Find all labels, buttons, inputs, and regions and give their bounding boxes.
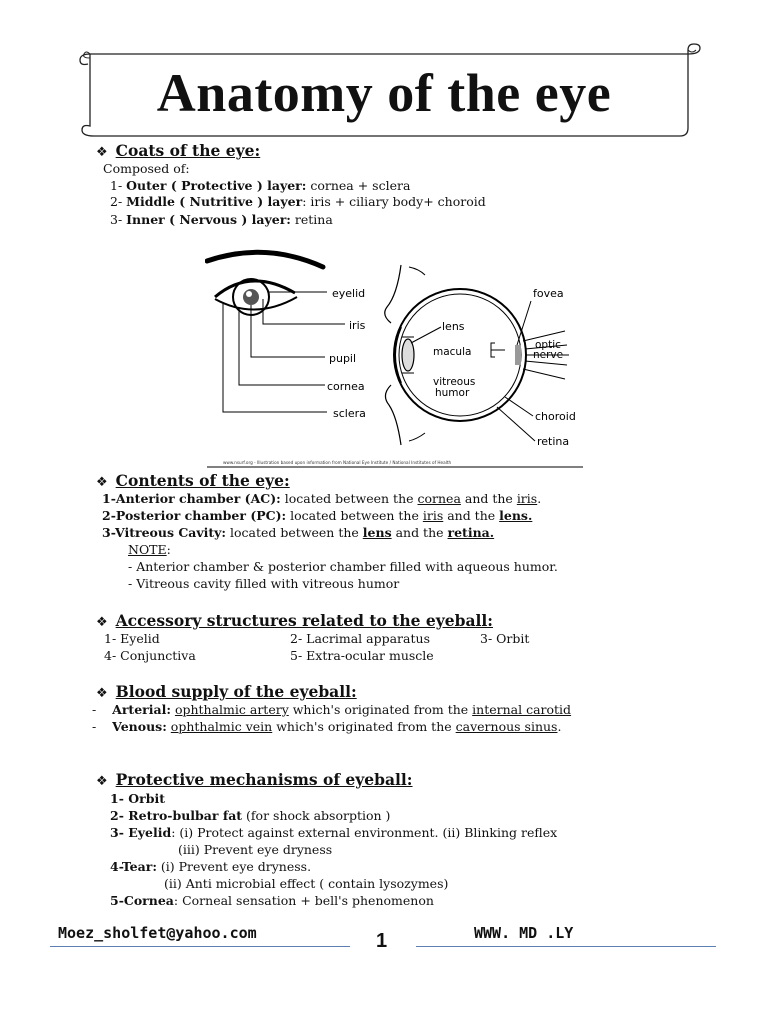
diamond-bullet-icon: ❖ (96, 475, 108, 490)
section-heading-accessory: ❖ Accessory structures related to the eyeball: (96, 611, 494, 630)
protective-tear: 4-Tear: (i) Prevent eye dryness. (110, 859, 312, 874)
note-line-1: - Anterior chamber & posterior chamber filled with aqueous humor. (128, 559, 558, 574)
label-choroid: choroid (535, 410, 576, 423)
cornea-bulge (395, 327, 401, 383)
figure-credit: www.nsurf.org - Illustration based upon information from National Eye Institute / National Institutes of Health (223, 460, 452, 465)
coat-item-outer: 1- Outer ( Protective ) layer: cornea + sclera (110, 178, 411, 193)
protective-retrobulbar-fat: 2- Retro-bulbar fat (for shock absorption ) (110, 808, 391, 823)
protective-eyelid: 3- Eyelid: (i) Protect against external environment. (ii) Blinking reflex (110, 825, 558, 840)
label-sclera: sclera (333, 407, 366, 420)
section-heading-contents: ❖ Contents of the eye: (96, 471, 290, 490)
label-cornea: cornea (327, 380, 365, 393)
label-retina: retina (537, 435, 570, 448)
label-humor: humor (435, 387, 470, 399)
contents-anterior-chamber: 1-Anterior chamber (AC): located between the cornea and the iris. (102, 491, 542, 506)
footer-rule-right (416, 946, 716, 947)
page-number: 1 (376, 930, 388, 952)
contents-vitreous-cavity: 3-Vitreous Cavity: located between the lens and the retina. (102, 525, 495, 540)
accessory-item-eyelid: 1- Eyelid (104, 631, 160, 646)
eyebrow (207, 252, 323, 267)
note-line-2: - Vitreous cavity filled with vitreous humor (128, 576, 400, 591)
protective-cornea: 5-Cornea: Corneal sensation + bell's phenomenon (110, 893, 434, 908)
label-optic: optic (535, 339, 561, 351)
lens (402, 339, 414, 371)
diamond-bullet-icon: ❖ (96, 774, 108, 789)
label-pupil: pupil (329, 352, 357, 365)
coat-item-inner: 3- Inner ( Nervous ) layer: retina (110, 212, 333, 227)
section-heading-blood-supply: ❖ Blood supply of the eyeball: (96, 682, 357, 701)
section-heading-coats: ❖ Coats of the eye: (96, 141, 261, 160)
label-eyelid: eyelid (332, 287, 366, 300)
accessory-item-conjunctiva: 4- Conjunctiva (104, 648, 196, 663)
accessory-item-orbit: 3- Orbit (480, 631, 530, 646)
note-label: NOTE: (128, 542, 171, 557)
eye-anatomy-diagram (205, 245, 585, 470)
diamond-bullet-icon: ❖ (96, 145, 108, 160)
section-heading-protective: ❖ Protective mechanisms of eyeball: (96, 770, 413, 789)
eye-front-pupil (243, 289, 259, 305)
label-vitreous: vitreous (433, 376, 476, 388)
blood-arterial: - Arterial: ophthalmic artery which's originated from the internal carotid (92, 702, 572, 717)
accessory-item-lacrimal: 2- Lacrimal apparatus (290, 631, 430, 646)
diamond-bullet-icon: ❖ (96, 686, 108, 701)
label-iris: iris (349, 319, 366, 332)
footer-website: WWW. MD .LY (474, 924, 574, 942)
page-title: Anatomy of the eye (156, 63, 612, 123)
contents-posterior-chamber: 2-Posterior chamber (PC): located between the iris and the lens. (102, 508, 533, 523)
label-fovea: fovea (533, 287, 564, 300)
protective-tear-cont: (ii) Anti microbial effect ( contain lysozymes) (164, 876, 449, 891)
blood-venous: - Venous: ophthalmic vein which's originated from the cavernous sinus. (92, 719, 562, 734)
label-nerve: nerve (533, 349, 564, 361)
protective-eyelid-cont: (iii) Prevent eye dryness (178, 842, 333, 857)
footer-rule-left (50, 946, 350, 947)
coat-item-middle: 2- Middle ( Nutritive ) layer: iris + ciliary body+ choroid (110, 194, 486, 209)
composed-of-text: Composed of: (103, 161, 190, 176)
label-lens: lens (442, 320, 465, 333)
diamond-bullet-icon: ❖ (96, 615, 108, 630)
protective-orbit: 1- Orbit (110, 791, 165, 806)
accessory-item-extraocular: 5- Extra-ocular muscle (290, 648, 434, 663)
label-macula: macula (433, 346, 472, 358)
footer-email: Moez_sholfet@yahoo.com (58, 924, 257, 942)
